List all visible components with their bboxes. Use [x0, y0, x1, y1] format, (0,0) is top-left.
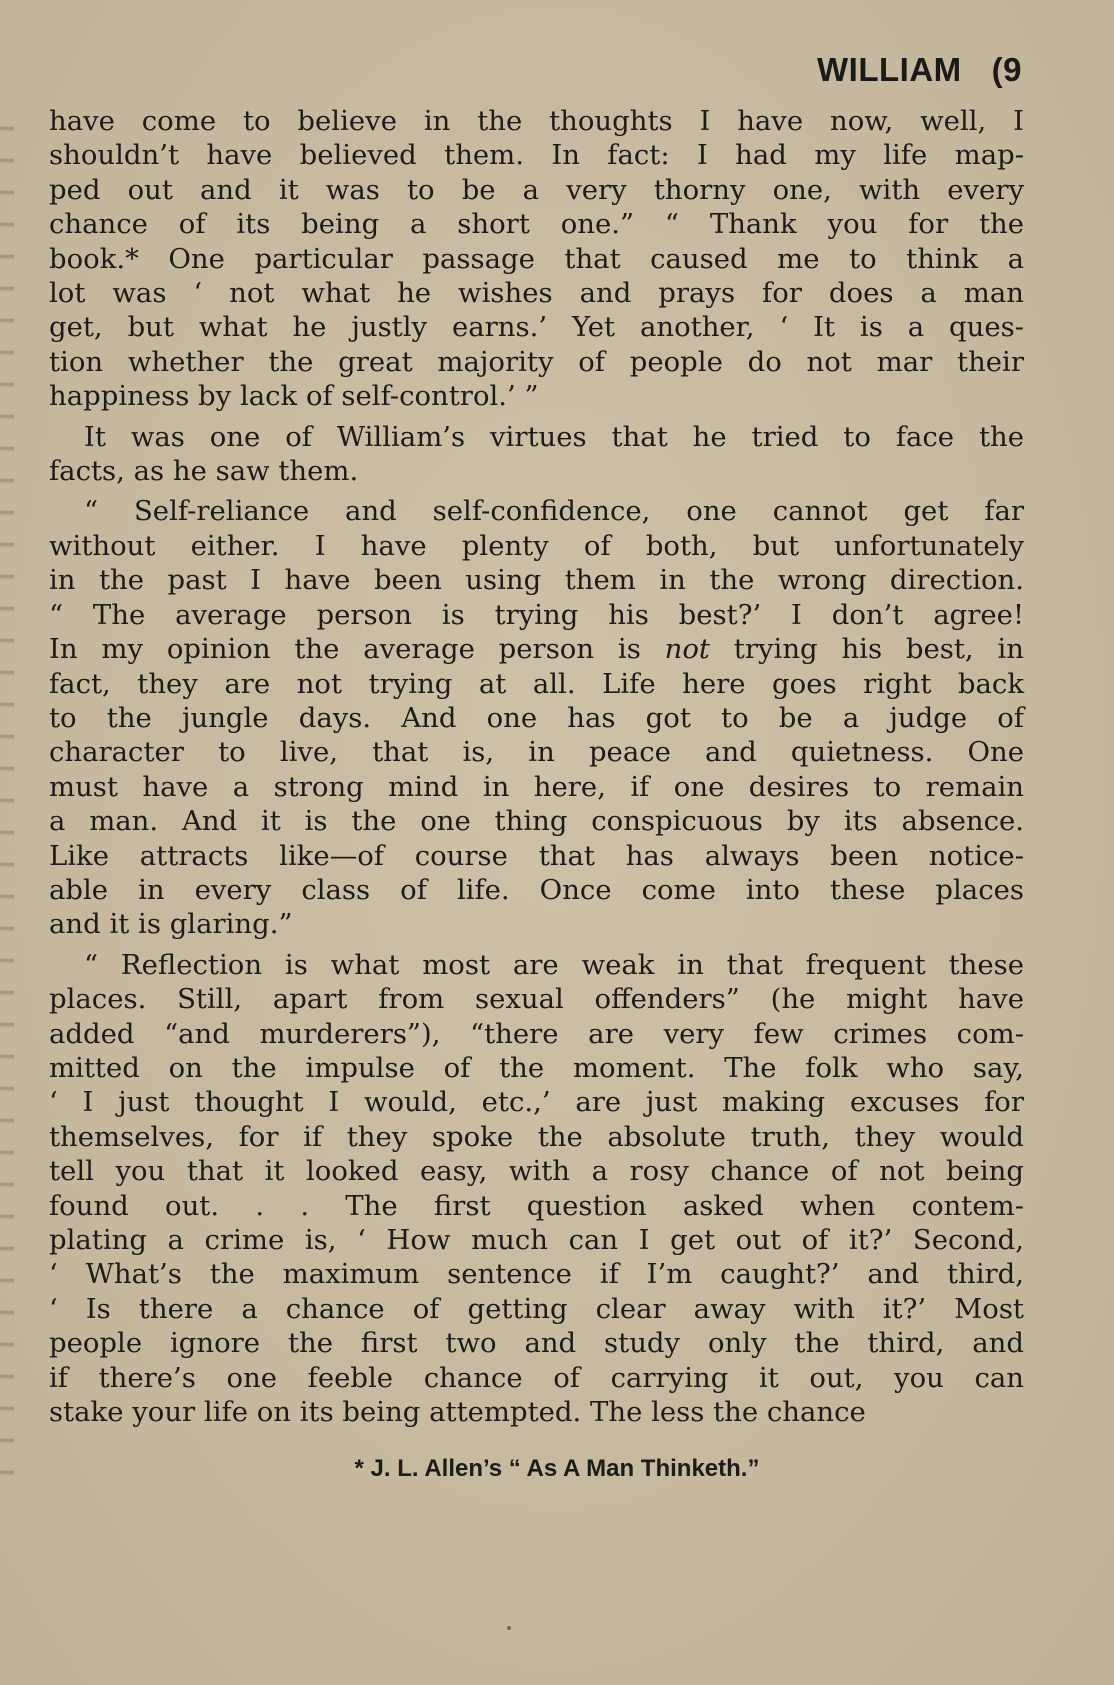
text-line: “ The average person is trying his best?’ I don’t agree! — [49, 598, 1024, 631]
text-line: character to live, that is, in peace and quietness. One — [49, 736, 1024, 769]
footnote: * J. L. Allen’s “ As A Man Thinketh.” — [354, 1455, 760, 1482]
text-line: shouldn’t have believed them. In fact: I had my life map- — [49, 139, 1024, 172]
text-line: able in every class of life. Once come into these places — [49, 873, 1024, 906]
text-line: if there’s one feeble chance of carrying it out, you can — [49, 1361, 1024, 1394]
text-line: “ Reflection is what most are weak in that frequent these — [84, 948, 1024, 981]
text-line: “ Self-reliance and self-confidence, one cannot get far — [84, 495, 1024, 528]
body-text — [49, 104, 1024, 1429]
text-line: tion whether the great majority of people do not mar their — [49, 345, 1024, 378]
text-line: ‘ Is there a chance of getting clear away with it?’ Most — [49, 1292, 1024, 1325]
text-line: chance of its being a short one.” “ Thank you for the — [49, 208, 1024, 241]
text-line: added “and murderers”), “there are very few crimes com- — [49, 1017, 1024, 1050]
text-line: ‘ What’s the maximum sentence if I’m caught?’ and third, — [49, 1258, 1024, 1291]
text-line: book.* One particular passage that caused me to think a — [49, 242, 1024, 275]
text-line: mitted on the impulse of the moment. The folk who say, — [49, 1051, 1024, 1084]
text-line: In my opinion the average person is not trying his best, in — [49, 633, 1024, 666]
text-line: have come to believe in the thoughts I have now, well, I — [49, 105, 1024, 137]
text-line: fact, they are not trying at all. Life here goes right back — [49, 667, 1024, 700]
text-line: ‘ I just thought I would, etc.,’ are just making excuses for — [49, 1086, 1024, 1119]
text-line: to the jungle days. And one has got to be a judge of — [49, 701, 1024, 734]
binding-gutter — [0, 100, 14, 1500]
text-line: in the past I have been using them in the wrong direction. — [49, 564, 1024, 597]
text-line: a man. And it is the one thing conspicuous by its absence. — [49, 805, 1024, 838]
text-line: found out. . . The first question asked when contem- — [49, 1189, 1024, 1222]
text-line: lot was ‘ not what he wishes and prays for does a man — [49, 277, 1024, 310]
page-number: (9 — [991, 51, 1022, 88]
running-head — [817, 50, 1022, 90]
text-line: must have a strong mind in here, if one desires to remain — [49, 770, 1024, 803]
text-line: plating a crime is, ‘ How much can I get out of it?’ Second, — [49, 1224, 1024, 1256]
text-line: It was one of William’s virtues that he tried to face the — [84, 420, 1024, 453]
text-line: stake your life on its being attempted. The less the chance — [49, 1396, 866, 1429]
text-line: ped out and it was to be a very thorny one, with every — [49, 173, 1024, 206]
text-line: happiness by lack of self-control.’ ” — [49, 380, 539, 413]
text-line: tell you that it looked easy, with a rosy chance of not being — [49, 1155, 1024, 1188]
text-line: themselves, for if they spoke the absolute truth, they would — [49, 1120, 1024, 1153]
text-line: Like attracts like—of course that has always been notice- — [49, 839, 1024, 872]
text-line: people ignore the first two and study only the third, and — [49, 1327, 1024, 1360]
text-line: facts, as he saw them. — [49, 455, 359, 488]
text-line: get, but what he justly earns.’ Yet another, ‘ It is a ques- — [49, 311, 1024, 344]
text-line: and it is glaring.” — [49, 908, 293, 941]
text-line: without either. I have plenty of both, but unfortunately — [49, 529, 1024, 562]
text-line: places. Still, apart from sexual offenders” (he might have — [49, 983, 1024, 1016]
paper-speck — [507, 1626, 511, 1630]
running-head-title: WILLIAM — [817, 51, 962, 88]
